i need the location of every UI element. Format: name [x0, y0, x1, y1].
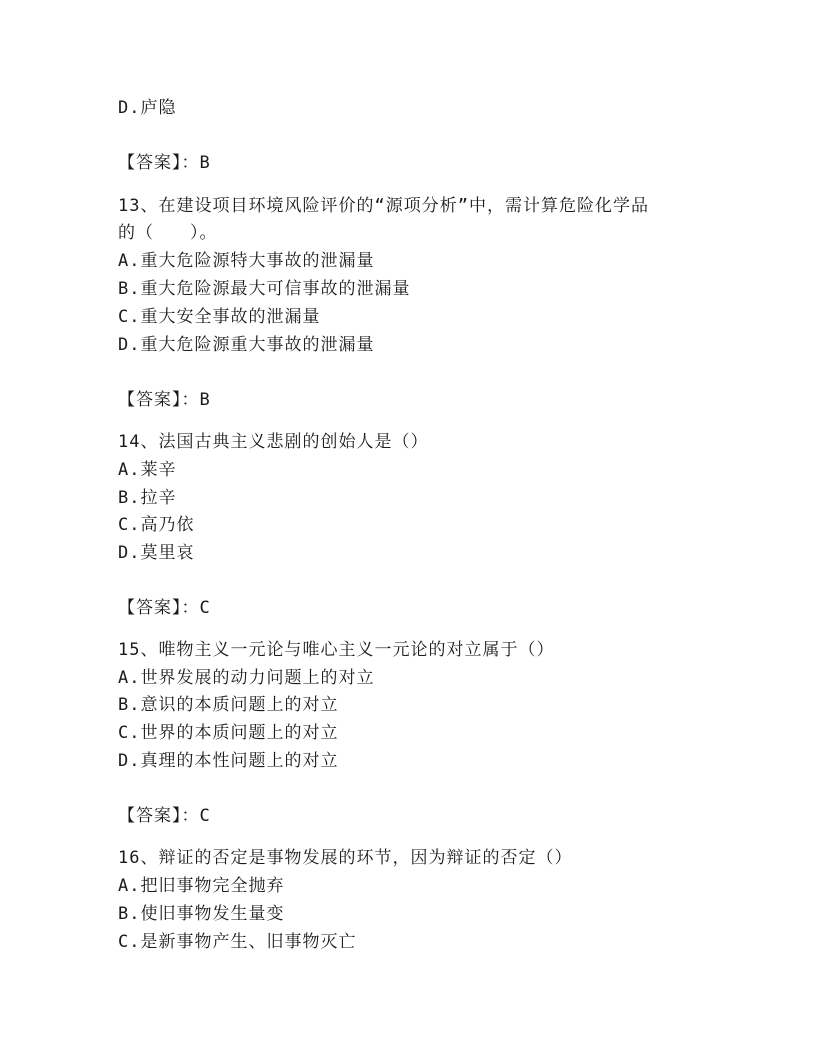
- question-15-text: 15、唯物主义一元论与唯心主义一元论的对立属于（）: [118, 640, 555, 660]
- question-13-text: 13、在建设项目环境风险评价的“源项分析”中，需计算危险化学品: [118, 196, 649, 216]
- question-15-option-d: D.真理的本性问题上的对立: [118, 751, 339, 771]
- question-13-answer: 【答案】：B: [118, 390, 211, 410]
- question-14-option-d: D.莫里哀: [118, 543, 195, 563]
- question-13-option-c: C.重大安全事故的泄漏量: [118, 307, 321, 327]
- question-14-answer: 【答案】：C: [118, 598, 211, 618]
- question-16-text: 16、辩证的否定是事物发展的环节，因为辩证的否定（）: [118, 848, 573, 868]
- question-14-option-c: C.高乃依: [118, 515, 195, 535]
- question-16-option-b: B.使旧事物发生量变: [118, 904, 285, 924]
- question-13-option-a: A.重大危险源特大事故的泄漏量: [118, 251, 375, 271]
- answer-previous: 【答案】：B: [118, 153, 211, 173]
- question-15-option-c: C.世界的本质问题上的对立: [118, 723, 339, 743]
- question-13-option-d: D.重大危险源重大事故的泄漏量: [118, 335, 375, 355]
- question-15-option-b: B.意识的本质问题上的对立: [118, 695, 339, 715]
- option-d-previous: D.庐隐: [118, 98, 177, 118]
- question-14-text: 14、法国古典主义悲剧的创始人是（）: [118, 432, 429, 452]
- question-13-text-cont: 的（ ）。: [118, 223, 218, 243]
- question-14-option-b: B.拉辛: [118, 488, 177, 508]
- question-13-option-b: B.重大危险源最大可信事故的泄漏量: [118, 279, 411, 299]
- question-16-option-a: A.把旧事物完全抛弃: [118, 876, 285, 896]
- question-16-option-c: C.是新事物产生、旧事物灭亡: [118, 932, 357, 952]
- question-15-answer: 【答案】：C: [118, 806, 211, 826]
- question-14-option-a: A.莱辛: [118, 460, 177, 480]
- question-15-option-a: A.世界发展的动力问题上的对立: [118, 668, 375, 688]
